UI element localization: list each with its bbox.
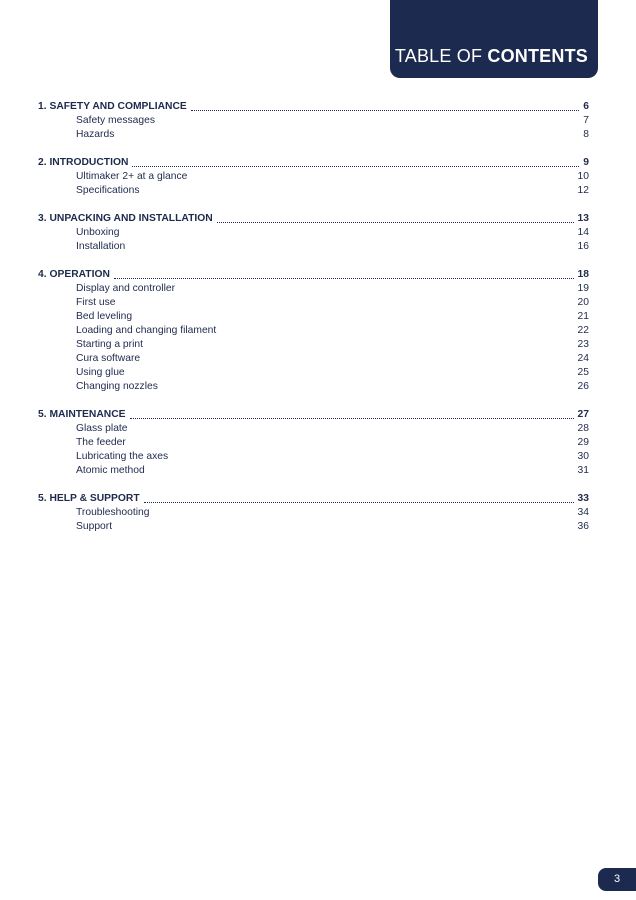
toc-entry-label: Cura software [76,353,141,364]
toc-entry[interactable] [38,310,589,324]
toc-entry[interactable] [38,184,589,198]
toc-entry[interactable] [38,240,589,254]
toc-entry[interactable] [38,352,589,366]
toc-entry-page: 29 [577,437,589,448]
toc-entry-label: Display and controller [76,283,176,294]
title-tab [390,0,598,78]
toc-section [38,212,589,254]
dot-leader [114,278,574,279]
page-number-badge: 3 [598,868,636,891]
toc-entry-label: The feeder [76,437,126,448]
toc-entry-page: 26 [577,381,589,392]
toc-entry[interactable] [38,366,589,380]
toc-section-heading[interactable] [38,492,589,506]
toc-entry-label: Bed leveling [76,311,133,322]
toc-entry-page: 25 [577,367,589,378]
toc-section-heading[interactable] [38,100,589,114]
toc-entry-label: Loading and changing filament [76,325,217,336]
toc-entry[interactable] [38,436,589,450]
toc-entry-page: 20 [577,297,589,308]
dot-leader [217,222,574,223]
toc-section [38,492,589,534]
toc-section [38,268,589,394]
dot-leader [130,418,574,419]
toc-entry-label: Safety messages [76,115,155,126]
toc-section-title: 4. OPERATION [38,269,110,280]
toc-entry-label: Starting a print [76,339,143,350]
toc-section-title: 5. HELP & SUPPORT [38,493,140,504]
toc-section-title: 2. INTRODUCTION [38,157,129,168]
toc-entry-page: 7 [583,115,589,126]
toc-section-page: 33 [577,493,589,504]
toc-entry-label: Ultimaker 2+ at a glance [76,171,188,182]
toc-entry[interactable] [38,506,589,520]
page-title-bold: CONTENTS [487,46,588,66]
page-title-light: TABLE OF [394,46,488,66]
toc-entry[interactable] [38,282,589,296]
toc-entry[interactable] [38,114,589,128]
toc-entry-label: Unboxing [76,227,120,238]
toc-section [38,156,589,198]
toc-entry[interactable] [38,464,589,478]
toc-entry[interactable] [38,520,589,534]
toc-entry-label: Troubleshooting [76,507,150,518]
toc-entry-page: 8 [583,129,589,140]
toc-entry-label: Changing nozzles [76,381,158,392]
toc-entry-label: Lubricating the axes [76,451,169,462]
toc-section [38,100,589,142]
toc-section-title: 1. SAFETY AND COMPLIANCE [38,101,187,112]
toc-entry-page: 12 [577,185,589,196]
table-of-contents [38,100,589,548]
toc-entry-page: 16 [577,241,589,252]
toc-entry-page: 23 [577,339,589,350]
toc-entry-label: Specifications [76,185,140,196]
toc-entry-page: 34 [577,507,589,518]
toc-entry[interactable] [38,380,589,394]
toc-section-title: 3. UNPACKING AND INSTALLATION [38,213,213,224]
toc-entry[interactable] [38,422,589,436]
toc-section-page: 18 [577,269,589,280]
toc-section [38,408,589,478]
toc-section-heading[interactable] [38,212,589,226]
toc-entry-page: 24 [577,353,589,364]
toc-entry-page: 28 [577,423,589,434]
toc-entry-label: First use [76,297,116,308]
toc-section-page: 9 [583,157,589,168]
toc-entry[interactable] [38,338,589,352]
toc-entry-page: 19 [577,283,589,294]
toc-entry-page: 30 [577,451,589,462]
toc-section-heading[interactable] [38,156,589,170]
toc-entry-label: Hazards [76,129,115,140]
toc-entry-label: Using glue [76,367,125,378]
toc-section-page: 6 [583,101,589,112]
toc-section-title: 5. MAINTENANCE [38,409,126,420]
page-title [395,46,588,67]
toc-entry-page: 21 [577,311,589,322]
toc-section-page: 27 [577,409,589,420]
toc-entry-page: 31 [577,465,589,476]
dot-leader [191,110,580,111]
toc-section-page: 13 [577,213,589,224]
toc-entry-page: 14 [577,227,589,238]
toc-entry-label: Atomic method [76,465,145,476]
toc-entry[interactable] [38,296,589,310]
toc-entry-page: 10 [577,171,589,182]
toc-entry-label: Installation [76,241,126,252]
toc-entry-page: 22 [577,325,589,336]
dot-leader [144,502,574,503]
toc-section-heading[interactable] [38,268,589,282]
toc-entry[interactable] [38,170,589,184]
toc-section-heading[interactable] [38,408,589,422]
toc-entry[interactable] [38,324,589,338]
toc-entry-label: Support [76,521,113,532]
toc-entry[interactable] [38,450,589,464]
toc-entry[interactable] [38,226,589,240]
dot-leader [132,166,579,167]
toc-entry[interactable] [38,128,589,142]
toc-entry-page: 36 [577,521,589,532]
toc-entry-label: Glass plate [76,423,128,434]
